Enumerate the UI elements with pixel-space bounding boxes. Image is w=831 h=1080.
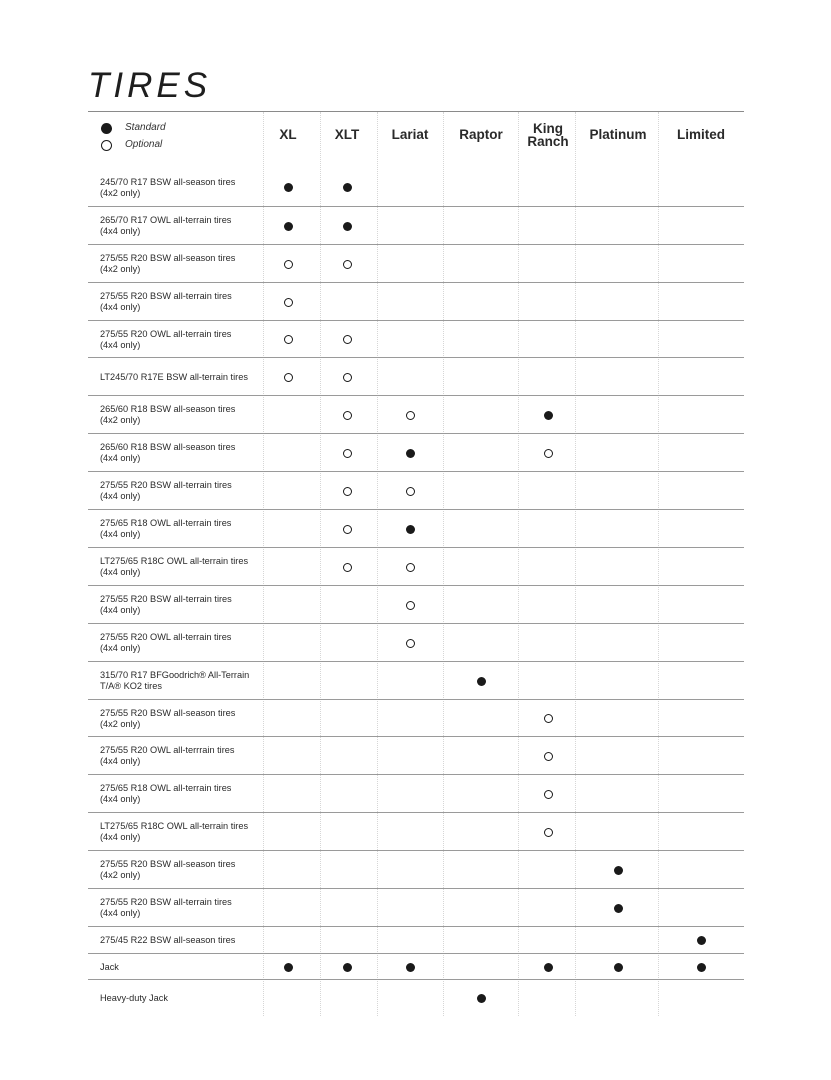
table-row xyxy=(88,889,744,927)
optional-open-circle-icon xyxy=(284,298,293,307)
row-label: 275/55 R20 BSW all-terrain tires (4x4 only) xyxy=(100,594,232,615)
table-row xyxy=(88,472,744,510)
row-label: 275/55 R20 BSW all-season tires (4x2 only) xyxy=(100,859,236,880)
standard-filled-circle-icon xyxy=(343,183,352,192)
standard-filled-circle-icon xyxy=(343,222,352,231)
table-row xyxy=(88,700,744,737)
table-row xyxy=(88,207,744,245)
optional-open-circle-icon xyxy=(343,563,352,572)
row-label: 275/45 R22 BSW all-season tires xyxy=(100,935,236,945)
table-row xyxy=(88,980,744,1016)
table-row xyxy=(88,321,744,358)
table-row xyxy=(88,624,744,662)
standard-filled-circle-icon xyxy=(614,904,623,913)
row-label: 275/55 R20 BSW all-season tires (4x2 only) xyxy=(100,708,236,729)
column-header-lariat: Lariat xyxy=(391,127,429,142)
row-label: LT275/65 R18C OWL all-terrain tires (4x4 only) xyxy=(100,821,249,842)
standard-filled-circle-icon xyxy=(697,963,706,972)
optional-open-circle-icon xyxy=(406,411,415,420)
optional-open-circle-icon xyxy=(343,373,352,382)
row-label: 315/70 R17 BFGoodrich® All-Terrain T/A® KO2 tires xyxy=(100,670,250,691)
row-label: 275/55 R20 OWL all-terrain tires (4x4 only) xyxy=(100,329,232,350)
table-row xyxy=(88,245,744,283)
table-row xyxy=(88,662,744,700)
optional-open-circle-icon xyxy=(343,260,352,269)
optional-open-circle-icon xyxy=(343,525,352,534)
column-header-limited: Limited xyxy=(676,127,725,142)
table-row xyxy=(88,358,744,396)
optional-open-circle-icon xyxy=(343,335,352,344)
standard-filled-circle-icon xyxy=(477,677,486,686)
table-row xyxy=(88,548,744,586)
row-label: 275/55 R20 BSW all-terrain tires (4x4 only) xyxy=(100,897,232,918)
row-label: Heavy-duty Jack xyxy=(100,993,168,1003)
standard-filled-circle-icon xyxy=(343,963,352,972)
optional-open-circle-icon xyxy=(284,373,293,382)
standard-filled-circle-icon xyxy=(284,963,293,972)
row-label: 275/55 R20 OWL all-terrrain tires (4x4 only) xyxy=(100,745,235,766)
row-label: LT245/70 R17E BSW all-terrain tires xyxy=(100,372,248,382)
optional-open-circle-icon xyxy=(406,563,415,572)
row-label: Jack xyxy=(100,962,119,972)
row-label: 275/65 R18 OWL all-terrain tires (4x4 only) xyxy=(100,783,232,804)
table-row xyxy=(88,396,744,434)
row-label: 265/60 R18 BSW all-season tires (4x2 only) xyxy=(100,404,236,425)
standard-filled-circle-icon xyxy=(284,222,293,231)
table-row xyxy=(88,283,744,321)
optional-open-circle-icon xyxy=(544,790,553,799)
row-label: 265/70 R17 OWL all-terrain tires (4x4 only) xyxy=(100,215,232,236)
standard-filled-circle-icon xyxy=(544,963,553,972)
standard-filled-circle-icon xyxy=(697,936,706,945)
table-row xyxy=(88,510,744,548)
table-row xyxy=(88,954,744,980)
page-title: TIRES xyxy=(88,66,212,105)
standard-filled-circle-icon xyxy=(406,963,415,972)
table-row xyxy=(88,927,744,954)
optional-open-circle-icon xyxy=(343,487,352,496)
standard-filled-circle-icon xyxy=(406,525,415,534)
table-row xyxy=(88,586,744,624)
optional-open-circle-icon xyxy=(284,260,293,269)
row-label: 275/55 R20 BSW all-season tires (4x2 only) xyxy=(100,253,236,274)
row-label: 245/70 R17 BSW all-season tires (4x2 only) xyxy=(100,177,236,198)
table-row xyxy=(88,813,744,851)
table-row xyxy=(88,737,744,775)
legend-standard-label: Standard xyxy=(125,122,166,133)
optional-open-circle-icon xyxy=(544,449,553,458)
open-circle-icon xyxy=(101,140,112,151)
standard-filled-circle-icon xyxy=(284,183,293,192)
optional-open-circle-icon xyxy=(544,714,553,723)
column-header-king-ranch: King Ranch xyxy=(527,121,569,149)
optional-open-circle-icon xyxy=(406,639,415,648)
optional-open-circle-icon xyxy=(544,752,553,761)
row-label: 275/55 R20 BSW all-terrain tires (4x4 only) xyxy=(100,480,232,501)
standard-filled-circle-icon xyxy=(614,866,623,875)
standard-filled-circle-icon xyxy=(614,963,623,972)
row-label: 265/60 R18 BSW all-season tires (4x4 only) xyxy=(100,442,236,463)
standard-filled-circle-icon xyxy=(477,994,486,1003)
row-label: 275/55 R20 BSW all-terrain tires (4x4 only) xyxy=(100,291,232,312)
optional-open-circle-icon xyxy=(343,411,352,420)
row-label: LT275/65 R18C OWL all-terrain tires (4x4 only) xyxy=(100,556,249,577)
row-label: 275/65 R18 OWL all-terrain tires (4x4 only) xyxy=(100,518,232,539)
table-row xyxy=(88,168,744,207)
column-header-raptor: Raptor xyxy=(459,127,503,142)
column-header-platinum: Platinum xyxy=(589,127,647,142)
standard-filled-circle-icon xyxy=(544,411,553,420)
optional-open-circle-icon xyxy=(544,828,553,837)
filled-circle-icon xyxy=(101,123,112,134)
table-row xyxy=(88,851,744,889)
optional-open-circle-icon xyxy=(284,335,293,344)
optional-open-circle-icon xyxy=(406,487,415,496)
row-label: 275/55 R20 OWL all-terrain tires (4x4 only) xyxy=(100,632,232,653)
optional-open-circle-icon xyxy=(343,449,352,458)
header-rule xyxy=(88,111,744,112)
column-header-xlt: XLT xyxy=(334,127,360,142)
column-header-xl: XL xyxy=(279,127,297,142)
optional-open-circle-icon xyxy=(406,601,415,610)
table-row xyxy=(88,434,744,472)
table-row xyxy=(88,775,744,813)
standard-filled-circle-icon xyxy=(406,449,415,458)
legend-optional-label: Optional xyxy=(125,139,163,150)
